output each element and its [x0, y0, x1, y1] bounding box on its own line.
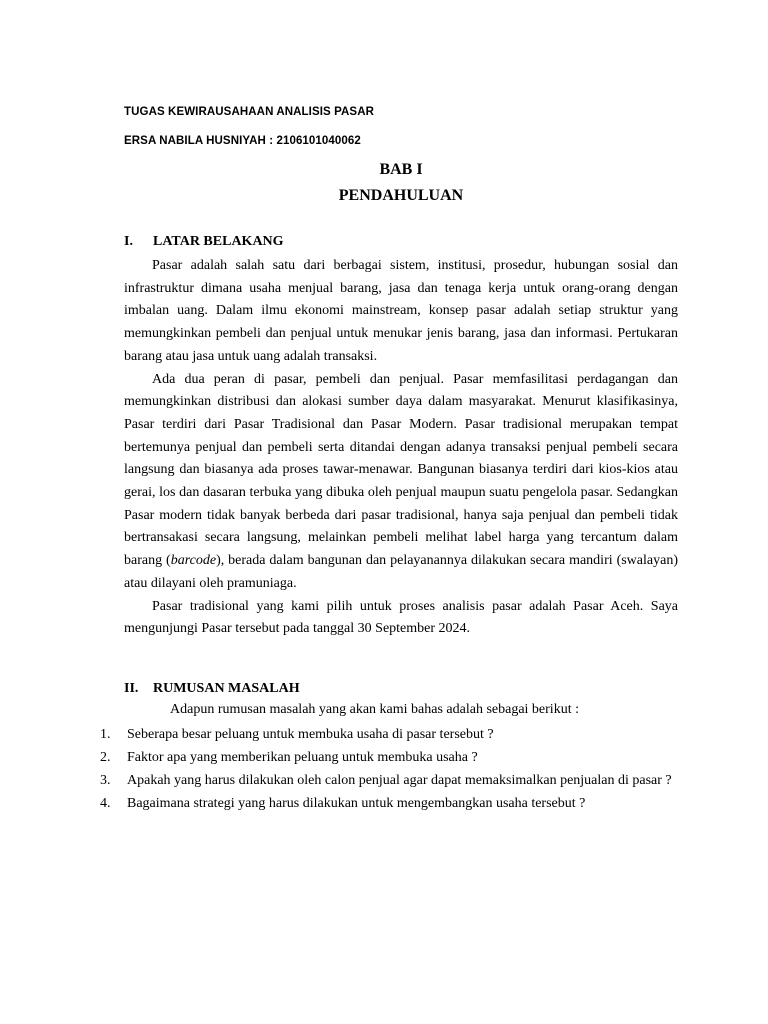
- list-item-number: 4.: [100, 796, 111, 811]
- list-item: [100, 746, 678, 769]
- list-item-number: 1.: [100, 727, 111, 742]
- list-item-text: Seberapa besar peluang untuk membuka usaha di pasar tersebut ?: [127, 727, 494, 742]
- list-item-text: Apakah yang harus dilakukan oleh calon penjual agar dapat memaksimalkan penjualan di pasar ?: [127, 773, 672, 788]
- question-list: [100, 723, 678, 815]
- list-item-number: 2.: [100, 750, 111, 765]
- section-number: I.: [124, 234, 133, 249]
- list-item-text: Bagaimana strategi yang harus dilakukan untuk mengembangkan usaha tersebut ?: [127, 796, 586, 811]
- section-title: RUMUSAN MASALAH: [153, 681, 300, 696]
- section-heading-latar-belakang: [124, 234, 284, 250]
- chapter-number: BAB I: [379, 161, 423, 178]
- list-item: [100, 792, 678, 815]
- section-body-latar-belakang: [124, 255, 678, 641]
- assignment-title: TUGAS KEWIRAUSAHAAN ANALISIS PASAR: [124, 106, 375, 118]
- list-item-text: Faktor apa yang memberikan peluang untuk membuka usaha ?: [127, 750, 478, 765]
- section-intro: Adapun rumusan masalah yang akan kami bahas adalah sebagai berikut :: [170, 702, 579, 717]
- list-item: [100, 769, 678, 792]
- section-heading-rumusan-masalah: [124, 681, 300, 697]
- student-name-id: ERSA NABILA HUSNIYAH : 2106101040062: [124, 135, 361, 147]
- chapter-title: PENDAHULUAN: [338, 187, 464, 204]
- section-title: LATAR BELAKANG: [153, 234, 284, 249]
- paragraph-2-italic-term: barcode: [170, 553, 217, 569]
- section-number: II.: [124, 681, 139, 696]
- list-item: [100, 723, 678, 746]
- paragraph-3: Pasar tradisional yang kami pilih untuk proses analisis pasar adalah Pasar Aceh. Saya mengunjungi Pasar tersebut pada tanggal 30 September 2024.: [124, 598, 678, 637]
- paragraph-2-text-a: Ada dua peran di pasar, pembeli dan penjual. Pasar memfasilitasi perdagangan dan memungkinkan distribusi dan alokasi sumber daya dalam masyarakat. Menurut klasifikasinya, Pasar terdiri dari Pasar Tradisional dan Pasar Modern. Pasar tradisional merupakan tempat bertemunya penjual dan pembeli serta ditandai dengan adanya transaksi penjual pembeli secara langsung dan biasanya ada proses tawar-menawar. Bangunan biasanya terdiri dari kios-kios atau gerai, los dan dasaran terbuka yang dibuka oleh penjual maupun suatu pengelola pasar. Sedangkan Pasar modern tidak banyak berbeda dari pasar tradisional, hanya saja penjual dan pembeli tidak bertransakasi secara langsung, melainkan pembeli melihat label harga yang tercantum dalam barang (: [124, 371, 678, 569]
- paragraph-2-text-b: ), berada dalam bangunan dan pelayanannya dilakukan secara mandiri (swalayan) atau dilayani oleh pramuniaga.: [124, 553, 678, 591]
- list-item-number: 3.: [100, 773, 111, 788]
- paragraph-2: [124, 369, 678, 596]
- paragraph-1: Pasar adalah salah satu dari berbagai sistem, institusi, prosedur, hubungan sosial dan infrastruktur dimana usaha menjual barang, jasa dan tenaga kerja untuk orang-orang dengan imbalan uang. Dalam ilmu ekonomi mainstream, konsep pasar adalah setiap struktur yang memungkinkan pembeli dan penjual untuk menukar jenis barang, jasa dan informasi. Pertukaran barang atau jasa untuk uang adalah transaksi.: [124, 258, 678, 364]
